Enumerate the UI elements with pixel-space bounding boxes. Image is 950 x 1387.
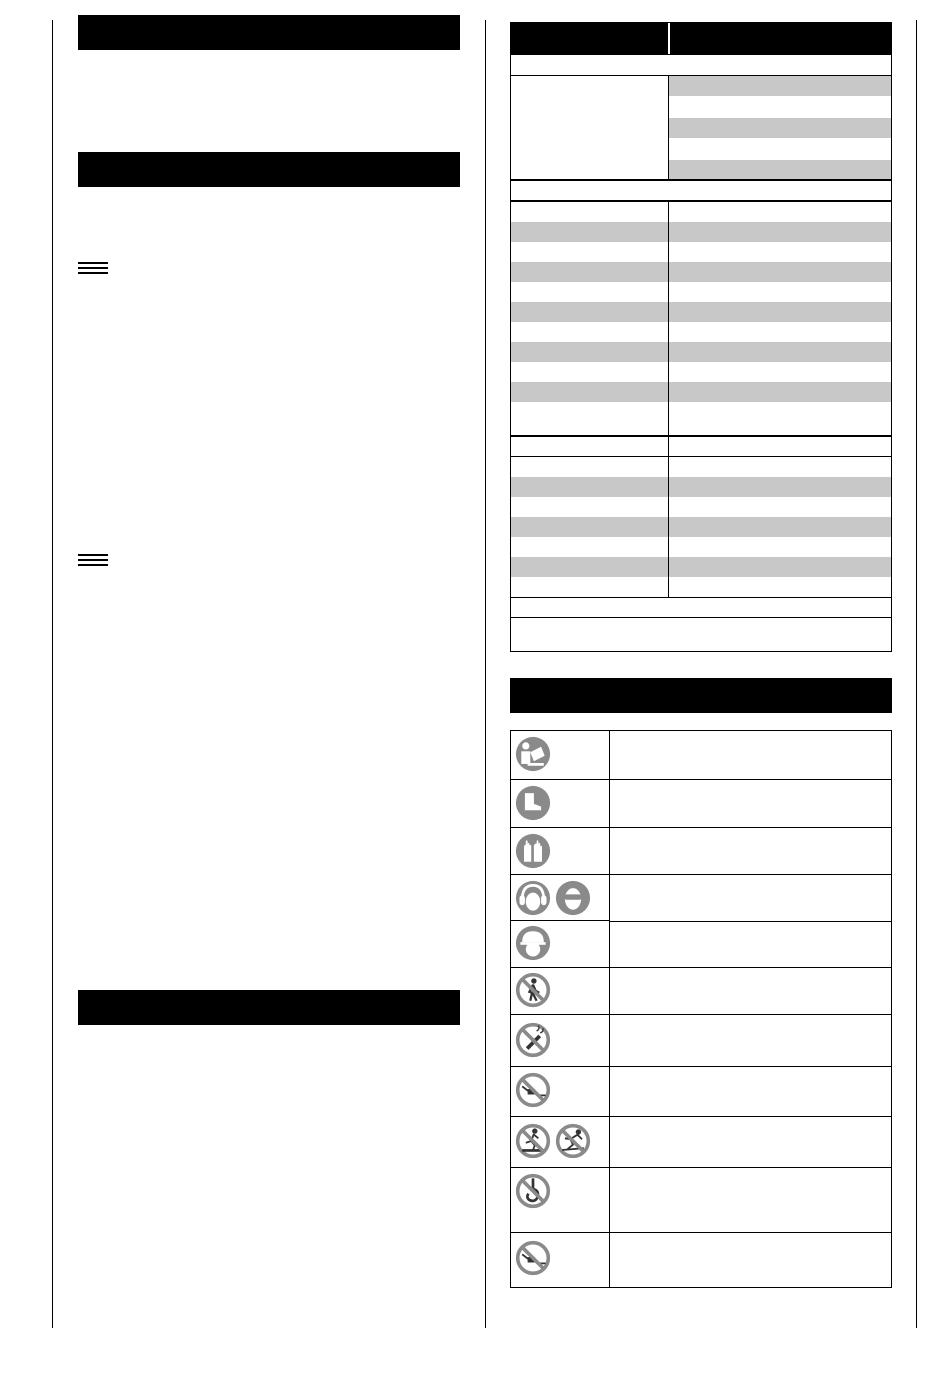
table-row (511, 477, 891, 497)
no-stepping-icon (515, 1123, 551, 1159)
right-margin-rule (916, 20, 917, 1328)
no-hook-icon (515, 1173, 551, 1209)
table-row (669, 118, 891, 138)
table-row (511, 342, 891, 362)
table-row (669, 76, 891, 96)
table-row (511, 262, 891, 282)
safety-symbols-table (510, 730, 892, 1288)
table-row (511, 517, 891, 537)
no-cable-pull-icon (515, 1072, 551, 1108)
note-lines-icon (78, 554, 108, 570)
section-header-3 (78, 990, 460, 1025)
table-row (511, 302, 891, 322)
no-pedestrians-icon (515, 972, 551, 1008)
gloves-icon (515, 833, 551, 869)
safety-section-header (510, 678, 892, 713)
eye-protection-icon (555, 880, 591, 916)
table-row (669, 160, 891, 180)
table-row (511, 557, 891, 577)
read-manual-icon (515, 736, 551, 772)
table-row (511, 382, 891, 402)
table-row (511, 222, 891, 242)
section-header-2 (78, 152, 460, 187)
no-climbing-icon (555, 1123, 591, 1159)
technical-data-table (510, 22, 892, 652)
center-rule (485, 20, 486, 1328)
note-lines-icon (78, 262, 108, 278)
hard-hat-icon (515, 925, 551, 961)
ear-protection-icon (515, 880, 551, 916)
no-smoking-icon (515, 1022, 551, 1058)
left-margin-rule (52, 20, 53, 1328)
section-header-1 (78, 15, 460, 50)
safety-boots-icon (515, 785, 551, 821)
table-header-row (511, 23, 891, 54)
no-cable-pull-icon (515, 1240, 551, 1276)
